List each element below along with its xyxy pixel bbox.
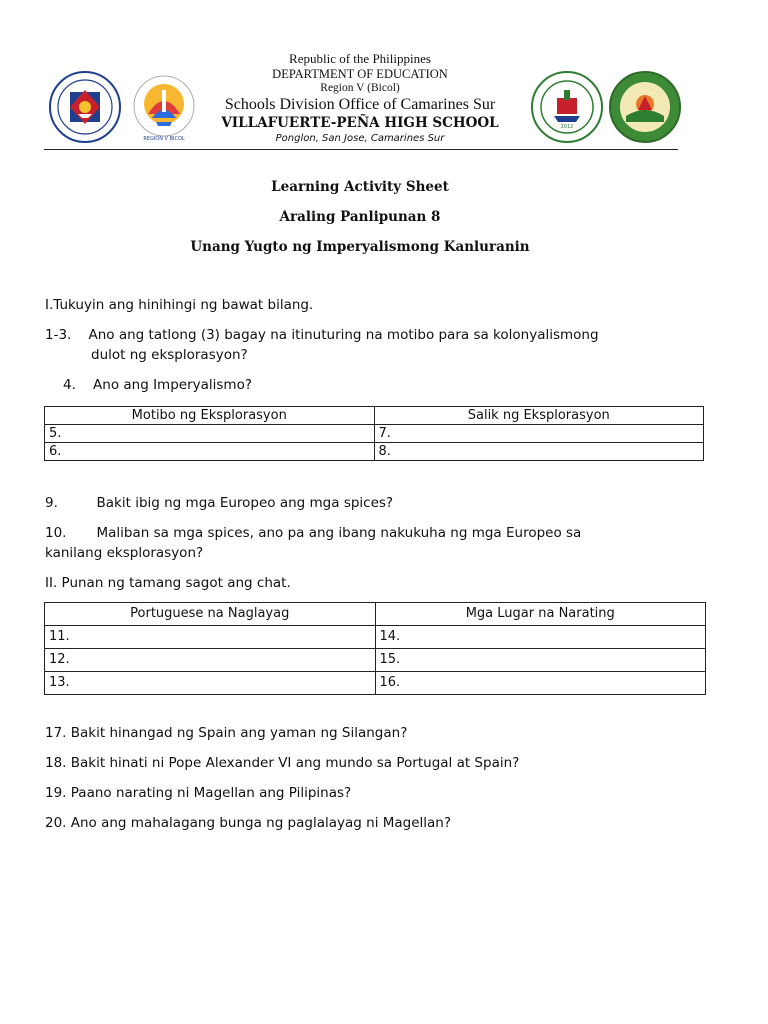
- department-line: DEPARTMENT OF EDUCATION: [272, 67, 448, 81]
- question-17: 17. Bakit hinangad ng Spain ang yaman ng Silangan?: [45, 725, 408, 741]
- question-10-cont: kanilang eksplorasyon?: [45, 545, 204, 561]
- school-name: VILLAFUERTE-PEÑA HIGH SCHOOL: [221, 115, 499, 131]
- table-row: [45, 649, 706, 672]
- question-20: 20. Ano ang mahalagang bunga ng paglalayag ni Magellan?: [45, 815, 452, 831]
- table-header-row: [45, 603, 706, 626]
- answer-cell[interactable]: 12.: [45, 649, 376, 672]
- topic-title: Unang Yugto ng Imperyalismong Kanluranin: [190, 239, 530, 255]
- table-row: [45, 425, 704, 443]
- table-header: Portuguese na Naglayag: [45, 603, 376, 626]
- answer-cell[interactable]: 6.: [45, 443, 375, 461]
- answer-cell[interactable]: 8.: [374, 443, 704, 461]
- deped-region-logo-icon: [126, 68, 202, 144]
- republic-line: Republic of the Philippines: [289, 51, 431, 66]
- table-header: Motibo ng Eksplorasyon: [45, 407, 375, 425]
- table-header-row: [45, 407, 704, 425]
- question-19: 19. Paano narating ni Magellan ang Pilipinas?: [45, 785, 352, 801]
- svg-text:REGION V BICOL: REGION V BICOL: [143, 136, 185, 142]
- answer-cell[interactable]: 16.: [375, 672, 706, 695]
- part2-instruction: II. Punan ng tamang sagot ang chat.: [45, 575, 291, 591]
- school-address: Ponglon, San Jose, Camarines Sur: [275, 133, 445, 144]
- division-seal-icon: [608, 70, 682, 144]
- region-line: Region V (Bicol): [320, 82, 400, 94]
- question-10: 10. Maliban sa mga spices, ano pa ang ibang nakukuha ng mga Europeo sa: [45, 525, 582, 541]
- table-row: [45, 443, 704, 461]
- table-header: Mga Lugar na Narating: [375, 603, 706, 626]
- part1-instruction: I.Tukuyin ang hinihingi ng bawat bilang.: [45, 297, 314, 313]
- exploration-table: [44, 406, 704, 461]
- school-seal-icon: [530, 70, 604, 144]
- question-1-3: 1-3. Ano ang tatlong (3) bagay na itinuturing na motibo para sa kolonyalismong: [45, 327, 599, 343]
- deped-seal-icon: [48, 70, 122, 144]
- answer-cell[interactable]: 15.: [375, 649, 706, 672]
- subject-title: Araling Panlipunan 8: [279, 209, 441, 225]
- table-row: [45, 626, 706, 649]
- answer-cell[interactable]: 14.: [375, 626, 706, 649]
- question-18: 18. Bakit hinati ni Pope Alexander VI ang mundo sa Portugal at Spain?: [45, 755, 520, 771]
- svg-text:2012: 2012: [560, 124, 574, 130]
- question-9: 9. Bakit ibig ng mga Europeo ang mga spices?: [45, 495, 394, 511]
- sheet-title: Learning Activity Sheet: [271, 179, 449, 195]
- question-4: 4. Ano ang Imperyalismo?: [63, 377, 253, 393]
- table-header: Salik ng Eksplorasyon: [374, 407, 704, 425]
- header-divider: [44, 149, 678, 150]
- voyages-table: [44, 602, 706, 695]
- table-row: [45, 672, 706, 695]
- answer-cell[interactable]: 5.: [45, 425, 375, 443]
- answer-cell[interactable]: 11.: [45, 626, 376, 649]
- answer-cell[interactable]: 13.: [45, 672, 376, 695]
- question-1-3-cont: dulot ng eksplorasyon?: [91, 347, 248, 363]
- division-line: Schools Division Office of Camarines Sur: [224, 96, 496, 113]
- answer-cell[interactable]: 7.: [374, 425, 704, 443]
